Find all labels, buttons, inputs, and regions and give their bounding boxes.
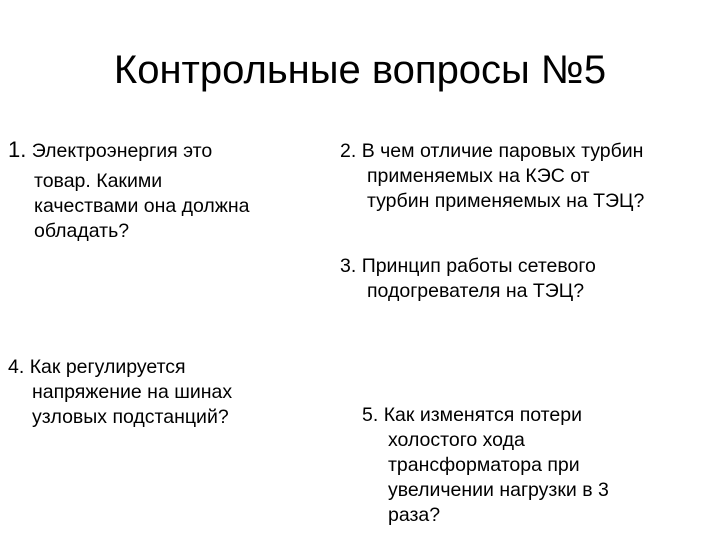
question-3-line-2: подогревателя на ТЭЦ? [367,280,585,302]
question-5-text-start: Как изменятся потери [383,404,582,426]
question-1-line-3: качествами она должна [34,195,250,217]
question-5 [362,403,609,528]
question-2-first-line [340,139,644,164]
question-1-number: 1. [8,137,27,162]
question-1-line-4: обладать? [34,220,130,242]
slide-title: Контрольные вопросы №5 [113,48,607,92]
question-4-number: 4. [8,356,25,378]
question-3-first-line [340,254,596,279]
question-5-line-4: увеличении нагрузки в 3 [388,479,609,501]
question-1-first-line [8,136,249,165]
question-2-line-3: турбин применяемых на ТЭЦ? [367,190,645,212]
question-5-first-line [362,403,609,428]
question-1 [8,136,249,244]
question-3-number: 3. [340,255,357,277]
question-4-line-2: напряжение на шинах [32,381,233,403]
question-1-line-2: товар. Какими [34,170,163,192]
question-2-line-2: применяемых на КЭС от [367,165,590,187]
question-4-line-3: узловых подстанций? [32,406,229,428]
question-3 [340,254,596,304]
question-4-first-line [8,355,232,380]
question-4 [8,355,232,430]
question-2 [340,139,644,214]
question-3-text-start: Принцип работы сетевого [361,255,596,277]
question-5-line-5: раза? [388,504,441,526]
question-5-number: 5. [362,404,379,426]
question-1-text-start: Электроэнергия это [31,140,213,162]
question-4-text-start: Как регулируется [29,356,186,378]
question-5-line-3: трансформатора при [388,454,580,476]
question-2-text-start: В чем отличие паровых турбин [361,140,644,162]
question-5-line-2: холостого хода [388,429,525,451]
question-2-number: 2. [340,140,357,162]
